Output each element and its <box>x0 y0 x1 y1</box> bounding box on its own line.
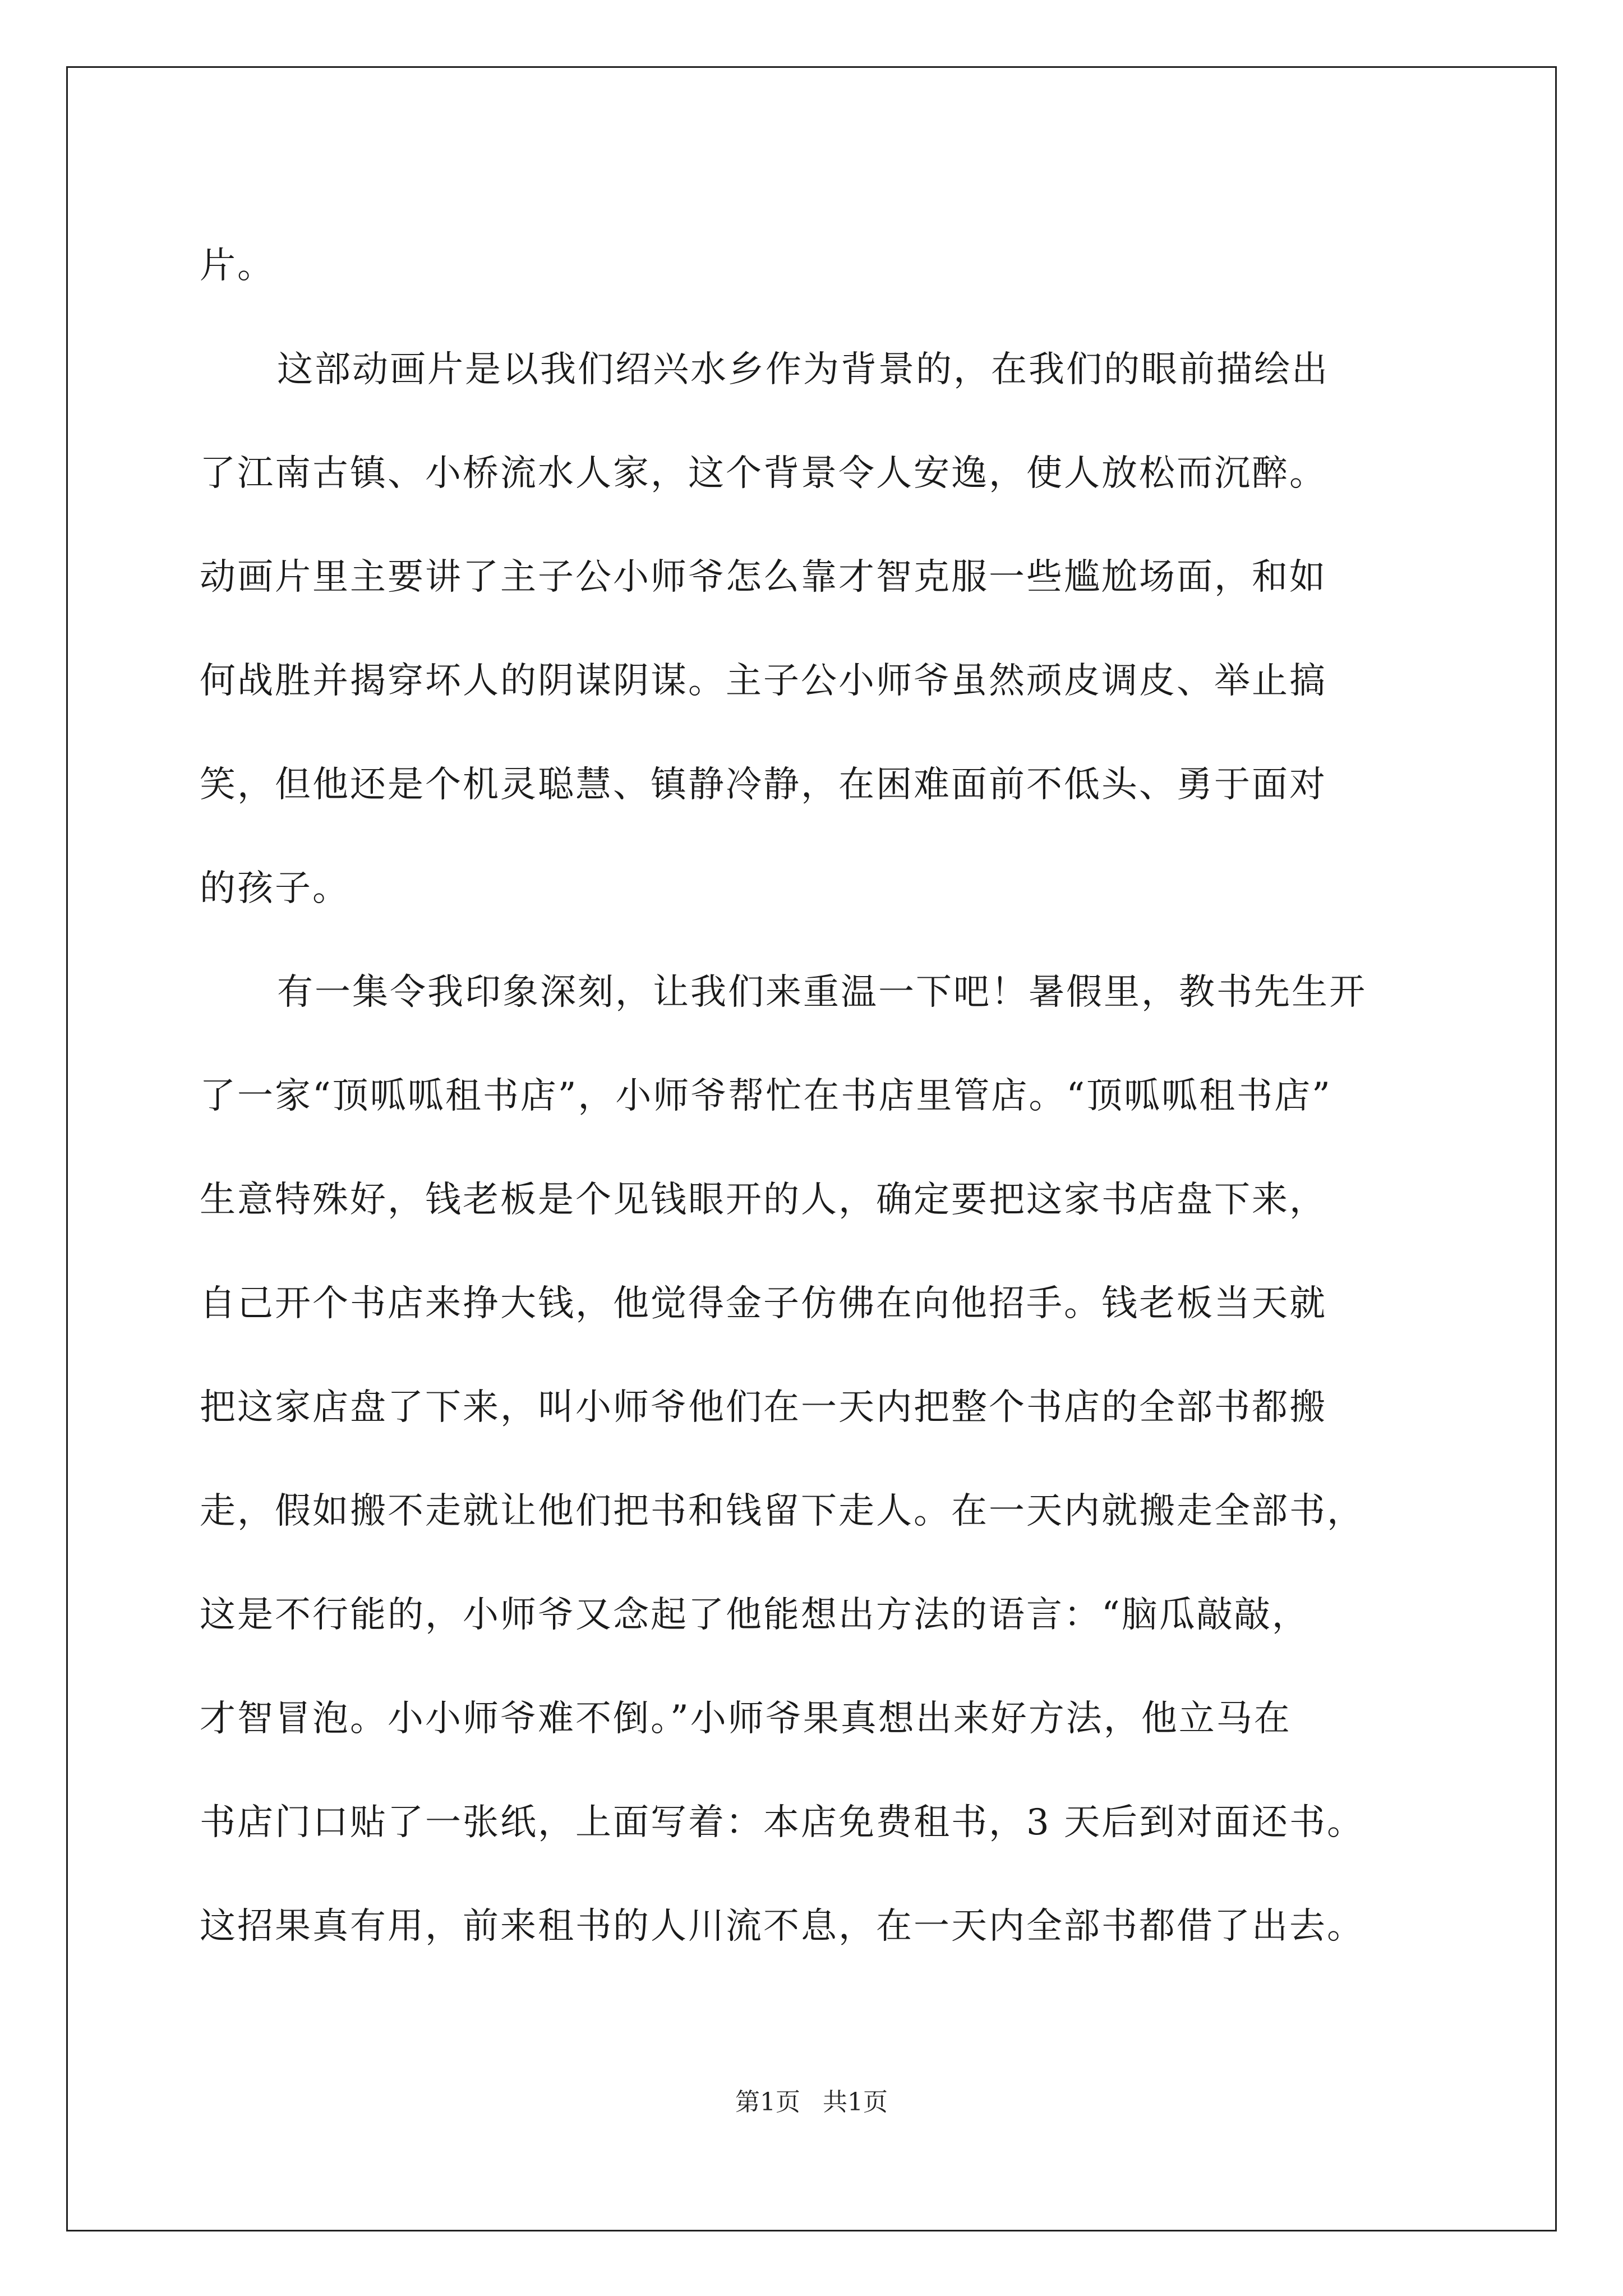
text-line: 片。 <box>200 245 275 287</box>
paragraph-start-line: 有一集令我印象深刻，让我们来重温一下吧！暑假里，教书先生开 <box>277 972 1367 1013</box>
text-line: 走，假如搬不走就让他们把书和钱留下走人。在一天内就搬走全部书， <box>200 1490 1364 1532</box>
page-footer <box>0 2086 1623 2119</box>
text-line: 了江南古镇、小桥流水人家，这个背景令人安逸，使人放松而沉醉。 <box>200 453 1327 494</box>
text-line: 自己开个书店来挣大钱，他觉得金子仿佛在向他招手。钱老板当天就 <box>200 1283 1327 1324</box>
page-number: 第1页 <box>735 2088 800 2116</box>
paragraph-start-line: 这部动画片是以我们绍兴水乡作为背景的，在我们的眼前描绘出 <box>277 349 1329 390</box>
text-line: 这是不行能的，小师爷又念起了他能想出方法的语言：“脑瓜敲敲， <box>200 1594 1310 1636</box>
text-line: 的孩子。 <box>200 868 350 909</box>
text-line: 这招果真有用，前来租书的人川流不息，在一天内全部书都借了出去。 <box>200 1906 1364 1947</box>
text-line: 动画片里主要讲了主子公小师爷怎么靠才智克服一些尴尬场面，和如 <box>200 556 1327 598</box>
text-line: 了一家“顶呱呱租书店”，小师爷帮忙在书店里管店。“顶呱呱租书店” <box>200 1075 1332 1117</box>
text-line: 书店门口贴了一张纸，上面写着：本店免费租书，3 天后到对面还书。 <box>200 1802 1365 1843</box>
document-body <box>200 214 1428 1978</box>
text-line: 生意特殊好，钱老板是个见钱眼开的人，确定要把这家书店盘下来， <box>200 1179 1327 1221</box>
text-line: 笑，但他还是个机灵聪慧、镇静冷静，在困难面前不低头、勇于面对 <box>200 764 1327 806</box>
text-line: 何战胜并揭穿坏人的阴谋阴谋。主子公小师爷虽然顽皮调皮、举止搞 <box>200 660 1327 702</box>
page-total: 共1页 <box>823 2088 888 2116</box>
text-line: 把这家店盘了下来，叫小师爷他们在一天内把整个书店的全部书都搬 <box>200 1387 1327 1428</box>
text-line: 才智冒泡。小小师爷难不倒。”小师爷果真想出来好方法，他立马在 <box>200 1698 1292 1740</box>
